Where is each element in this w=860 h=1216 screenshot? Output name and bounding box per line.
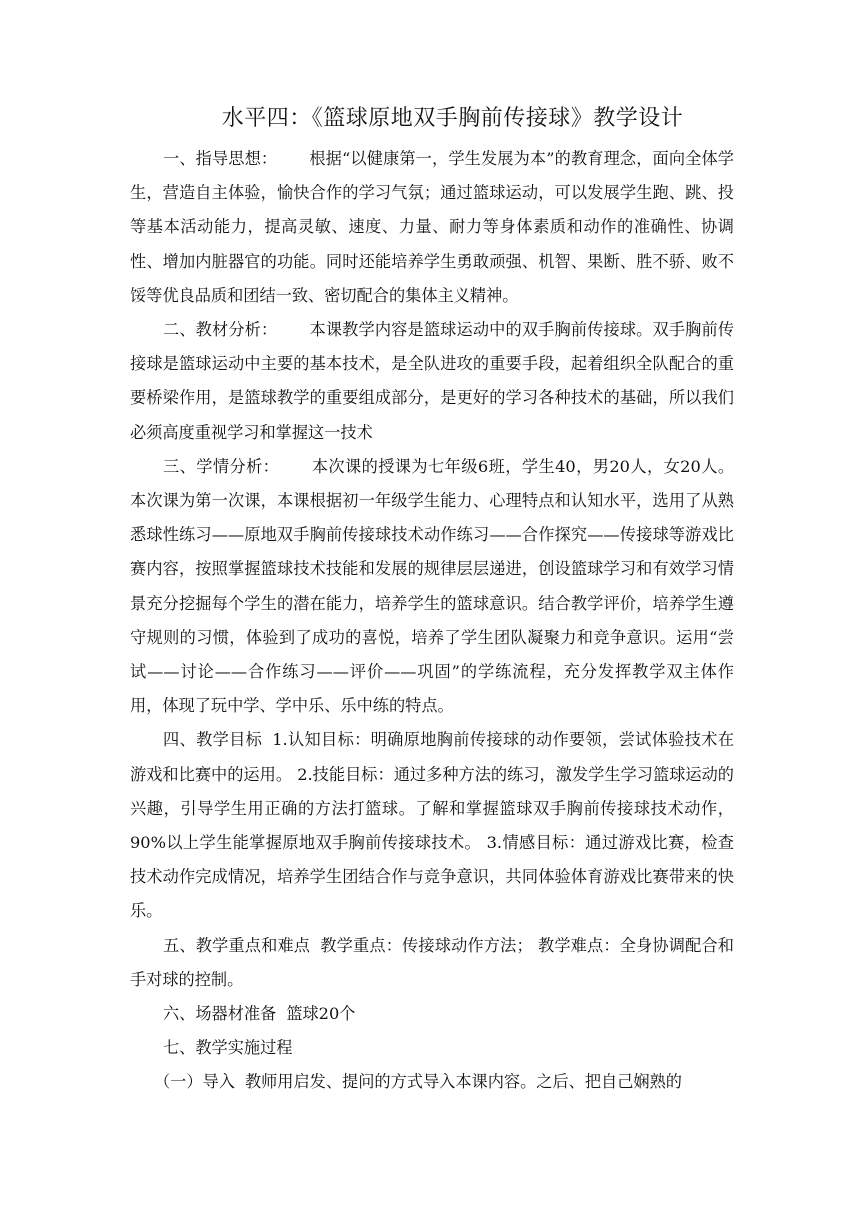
section-text: 本课教学内容是篮球运动中的双手胸前传接球。双手胸前传接球是篮球运动中主要的基本技术，是全队进攻的重要手段，起着组织全队配合的重要桥梁作用，是篮球教学的重要组成部分，是更好的学习各种技术的基础，所以我们必须高度重视学习和掌握这一技术 (130, 320, 735, 442)
section-heading: 四、教学目标 (163, 730, 263, 750)
section-material-analysis (130, 313, 734, 450)
section-text: 根据“以健康第一，学生发展为本”的教育理念，面向全体学生，营造自主体验，愉快合作的学习气氛；通过篮球运动，可以发展学生跑、跳、投等基本活动能力，提高灵敏、速度、力量、耐力等身体素质和动作的准确性、协调性、增加内脏器官的功能。同时还能培养学生勇敢顽强、机智、果断、胜不骄、败不馁等优良品质和团结一致、密切配合的集体主义精神。 (130, 149, 734, 305)
section-implementation (130, 1031, 734, 1065)
section-student-analysis (130, 450, 734, 724)
document-body (130, 142, 734, 1100)
section-heading: 三、学情分析： (163, 456, 280, 476)
section-heading: 六、场器材准备 (163, 1004, 277, 1024)
section-heading: 一、指导思想： (163, 149, 278, 168)
section-text: 教学重点：传接球动作方法； 教学难点：全身协调配合和手对球的控制。 (130, 935, 734, 989)
document-title: 水平四：《篮球原地双手胸前传接球》教学设计 (221, 106, 684, 131)
section-text: 篮球20个 (286, 1004, 356, 1024)
section-heading: 五、教学重点和难点 (163, 935, 311, 955)
section-guiding-ideology (130, 142, 734, 313)
section-key-points (130, 929, 734, 997)
section-introduction (130, 1065, 734, 1099)
section-heading: （一）导入 (154, 1072, 235, 1092)
section-text: 1.认知目标：明确原地胸前传接球的动作要领，尝试体验技术在游戏和比赛中的运用。 2.技能目标：通过多种方法的练习，激发学生学习篮球运动的兴趣，引导学生用正确的方法打篮球。了解和掌握篮球双手胸前传接球技术动作，90%以上学生能掌握原地双手胸前传接球技术。 3.情感目标：通过游戏比赛，检查技术动作完成情况，培养学生团结合作与竞争意识，共同体验体育游戏比赛带来的快乐。 (130, 730, 735, 921)
section-equipment (130, 997, 734, 1031)
section-text: 教师用启发、提问的方式导入本课内容。之后、把自己娴熟的 (244, 1072, 682, 1092)
section-text: 本次课的授课为七年级6班，学生40，男20人，女20人。本次课为第一次课，本课根据初一年级学生能力、心理特点和认知水平，选用了从熟悉球性练习——原地双手胸前传接球技术动作练习——合作探究——传接球等游戏比赛内容，按照掌握篮球技术技能和发展的规律层层递进，创设篮球学习和有效学习情景充分挖掘每个学生的潜在能力，培养学生的篮球意识。结合教学评价，培养学生遵守规则的习惯，体验到了成功的喜悦，培养了学生团队凝聚力和竞争意识。运用“尝试——讨论——合作练习——评价——巩固”的学练流程，充分发挥教学双主体作用，体现了玩中学、学中乐、乐中练的特点。 (130, 456, 735, 716)
section-heading: 七、教学实施过程 (163, 1038, 293, 1058)
section-teaching-objectives (130, 723, 734, 928)
section-heading: 二、教材分析： (163, 320, 278, 340)
